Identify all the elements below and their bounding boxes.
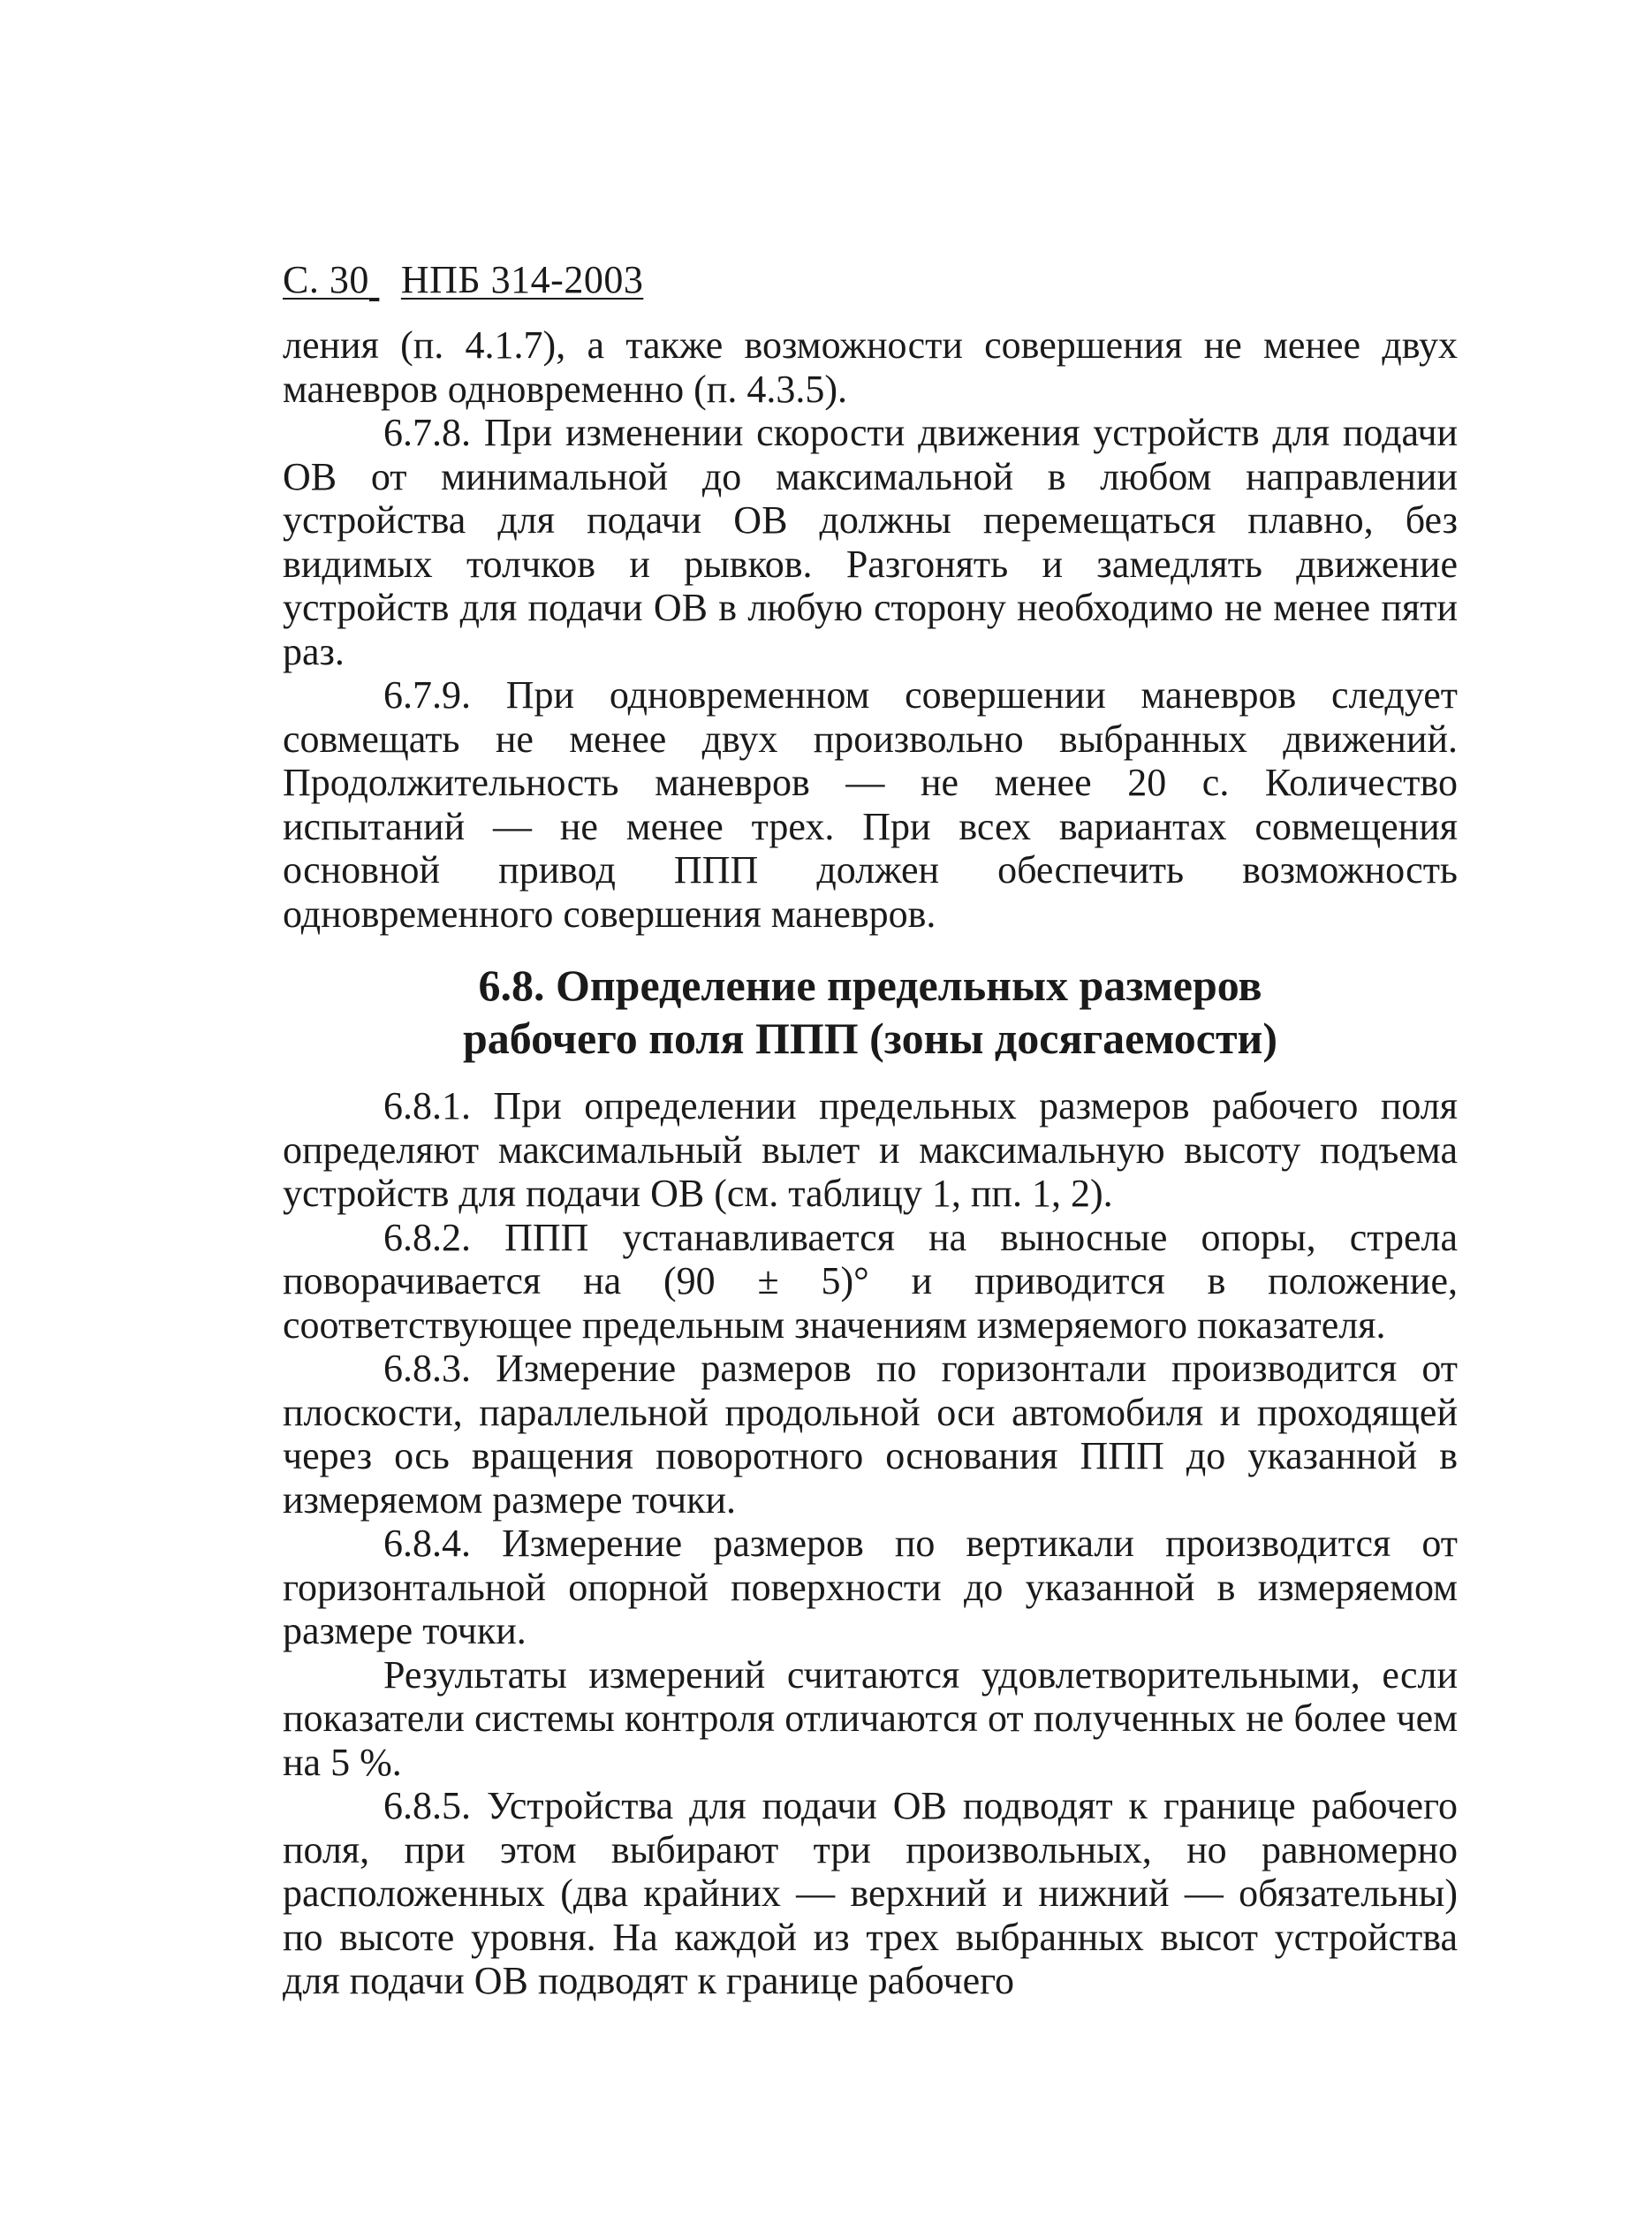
paragraph-6-7-9: 6.7.9. При одновременном совершении маневров следует совмещать не менее двух произвольно выбранных движений. Продолжительность маневров — не менее 20 с. Количество испытаний — не менее трех. При всех вариантах совмещения основной привод ППП должен обеспечить возможность одновременного совершения маневров. xyxy=(283,673,1458,936)
document-code: НПБ 314-2003 xyxy=(400,258,644,301)
paragraph-continuation: ления (п. 4.1.7), а также возможности совершения не менее двух маневров одновременно (п. 4.3.5). xyxy=(283,323,1458,411)
running-header xyxy=(283,256,1458,304)
paragraph-6-7-8: 6.7.8. При изменении скорости движения устройств для подачи ОВ от минимальной до максимальной в любом направлении устройства для подачи ОВ должны перемещаться плавно, без видимых толчков и рывков. Разгонять и замедлять движение устройств для подачи ОВ в любую сторону необходимо не менее пяти раз. xyxy=(283,411,1458,673)
paragraph-results: Результаты измерений считаются удовлетворительными, если показатели системы контроля отличаются от полученных не более чем на 5 %. xyxy=(283,1652,1458,1784)
page-number: С. 30 xyxy=(283,258,369,301)
body-text-after xyxy=(283,1084,1458,2003)
paragraph-6-8-5: 6.8.5. Устройства для подачи ОВ подводят к границе рабочего поля, при этом выбирают три произвольных, но равномерно расположенных (два крайних — верхний и нижний — обязательны) по высоте уровня. На каждой из трех выбранных высот устройства для подачи ОВ подводят к границе рабочего xyxy=(283,1784,1458,2002)
header-separator xyxy=(369,256,401,304)
document-page xyxy=(283,256,1458,2003)
body-text-before xyxy=(283,323,1458,936)
section-heading-line-1: 6.8. Определение предельных размеров xyxy=(478,960,1262,1010)
section-heading-line-2: рабочего поля ППП (зоны досягаемости) xyxy=(463,1014,1277,1063)
section-heading xyxy=(283,959,1458,1065)
paragraph-6-8-4: 6.8.4. Измерение размеров по вертикали производится от горизонтальной опорной поверхности до указанной в измеряемом размере точки. xyxy=(283,1522,1458,1652)
paragraph-6-8-2: 6.8.2. ППП устанавливается на выносные опоры, стрела поворачивается на (90 ± 5)° и приводится в положение, соответствующее предельным значениям измеряемого показателя. xyxy=(283,1215,1458,1347)
paragraph-6-8-1: 6.8.1. При определении предельных размеров рабочего поля определяют максимальный вылет и максимальную высоту подъема устройств для подачи ОВ (см. таблицу 1, пп. 1, 2). xyxy=(283,1084,1458,1215)
paragraph-6-8-3: 6.8.3. Измерение размеров по горизонтали производится от плоскости, параллельной продольной оси автомобиля и проходящей через ось вращения поворотного основания ППП до указанной в измеряемом размере точки. xyxy=(283,1347,1458,1522)
